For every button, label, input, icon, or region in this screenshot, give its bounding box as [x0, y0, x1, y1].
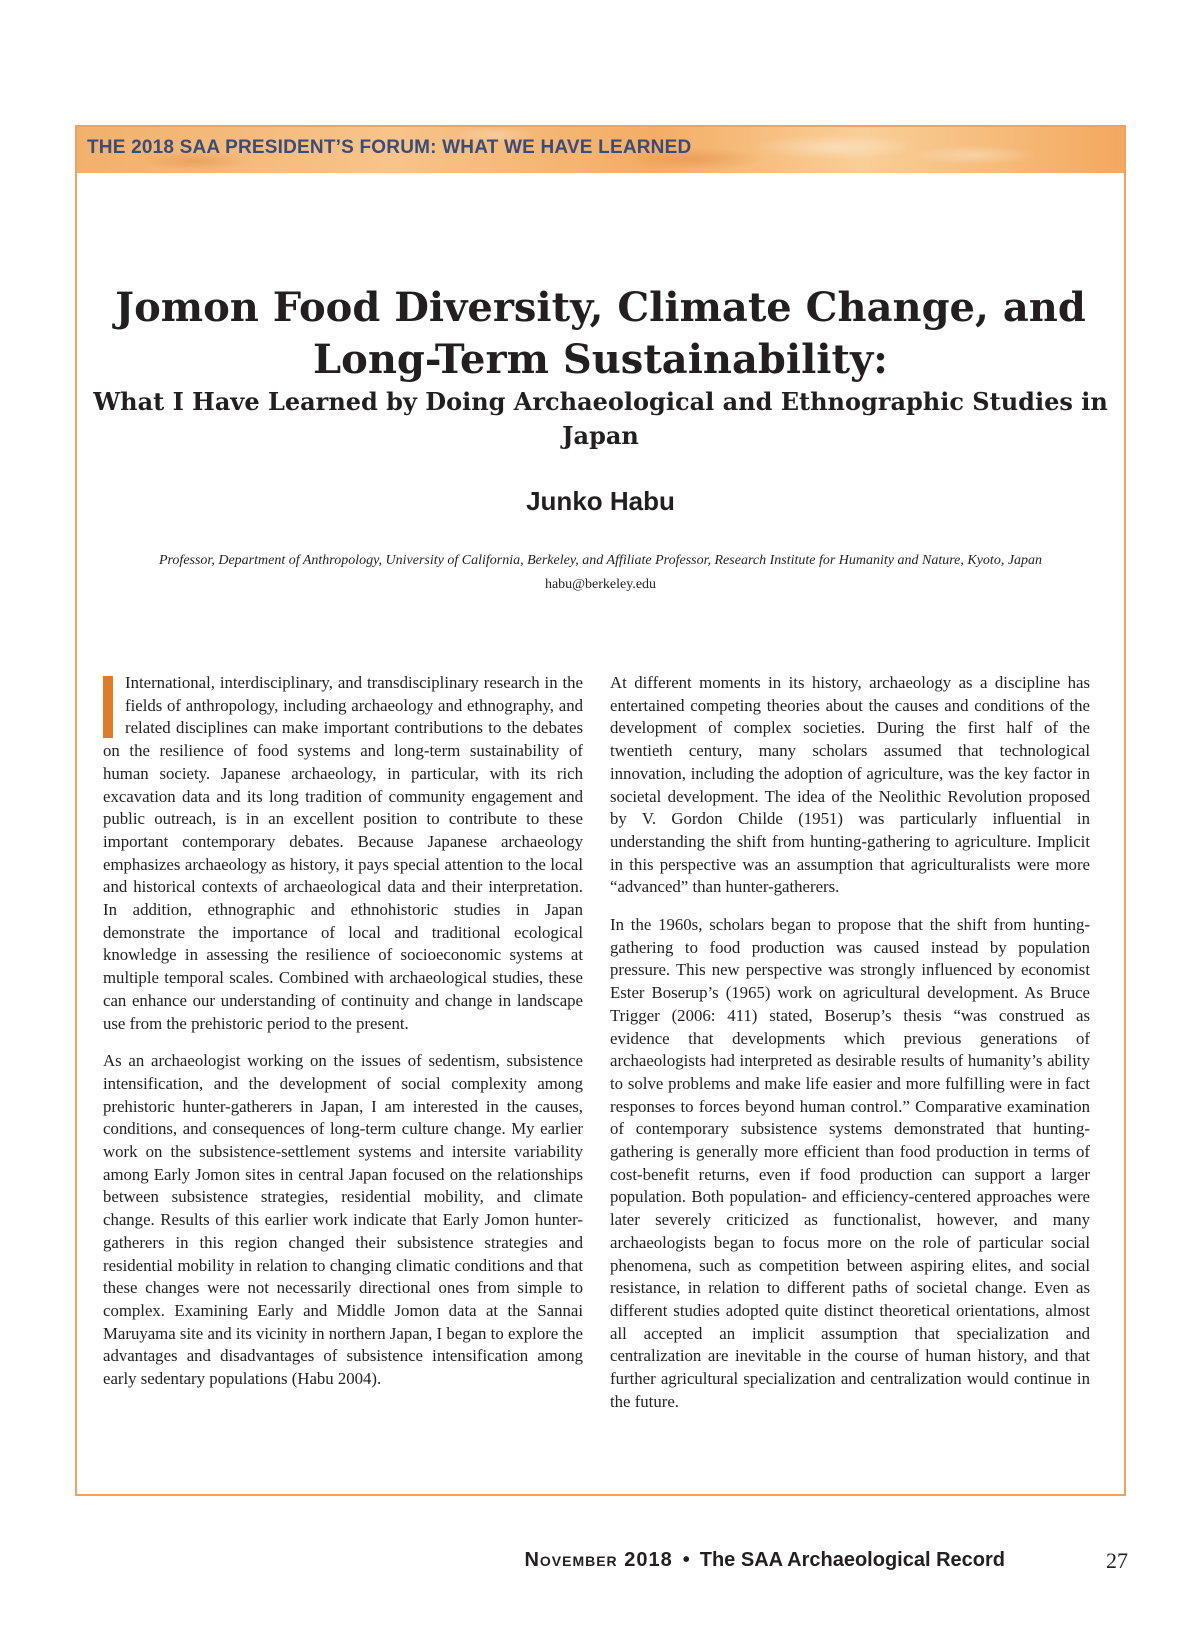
author-name: Junko Habu	[526, 486, 675, 516]
article-subtitle: What I Have Learned by Doing Archaeological and Ethnographic Studies in Japan	[93, 387, 1108, 450]
article-title: Jomon Food Diversity, Climate Change, and Long-Term Sustainability:	[115, 284, 1086, 383]
body-paragraph-text: International, interdisciplinary, and transdisciplinary research in the fields of anthropology, including archaeology and ethnography, and related disciplines can make important contributions to the debates on the resilience of food systems and long-term sustainability of human society. Japanese archaeology, in particular, with its rich excavation data and its long tradition of community engagement and public outreach, is in an excellent position to contribute to these important contemporary debates. Because Japanese archaeology emphasizes archaeology as history, it pays special attention to the local and historical contexts of archaeological data and their interpretation. In addition, ethnographic and ethnohistoric studies in Japan demonstrate the importance of local and traditional ecological knowledge in assessing the resilience of socioeconomic systems at multiple temporal scales. Combined with archaeological studies, these can enhance our understanding of continuity and change in landscape use from the prehistoric period to the present.	[103, 673, 583, 1033]
body-paragraph: At different moments in its history, archaeology as a discipline has entertained competing theories about the causes and conditions of the development of complex societies. During the first half of the twentieth century, many scholars assumed that technological innovation, including the adoption of agriculture, was the key factor in societal development. The idea of the Neolithic Revolution proposed by V. Gordon Childe (1951) was particularly influential in understanding the shift from hunting-gathering to agriculture. Implicit in this perspective was an assumption that agriculturalists were more “advanced” than hunter-gatherers.	[610, 673, 1090, 897]
footer-month: November 2018	[524, 1549, 673, 1571]
body-paragraph: As an archaeologist working on the issues of sedentism, subsistence intensification, and the development of social complexity among prehistoric hunter-gatherers in Japan, I am interested in the causes, conditions, and consequences of long-term culture change. My earlier work on the subsistence-settlement systems and intersite variability among Early Jomon sites in central Japan focused on the relationships between subsistence strategies, residential mobility, and climate change. Results of this earlier work indicate that Early Jomon hunter-gatherers in this region changed their subsistence strategies and residential mobility in relation to changing climatic conditions and that these changes were not necessarily directional ones from simple to complex. Examining Early and Middle Jomon data at the Sannai Maruyama site and its vicinity in northern Japan, I began to explore the advantages and disadvantages of subsistence intensification among early sedentary populations (Habu 2004).	[103, 1051, 583, 1389]
body-column-right	[610, 672, 1090, 1429]
body-paragraph	[103, 672, 583, 1035]
body-column-left	[103, 672, 583, 1406]
section-banner-text: THE 2018 SAA PRESIDENT’S FORUM: WHAT WE HAVE LEARNED	[87, 137, 692, 158]
body-paragraph: In the 1960s, scholars began to propose that the shift from hunting-gathering to food production was caused instead by population pressure. This new perspective was strongly influenced by economist Ester Boserup’s (1965) work on agricultural development. As Bruce Trigger (2006: 411) stated, Boserup’s thesis “was construed as evidence that developments which previous generations of archaeologists had interpreted as desirable results of humanity’s ability to solve problems and make life easier and more fulfilling were in fact responses to forces beyond human control.” Comparative examination of contemporary subsistence systems demonstrated that hunting-gathering is generally more efficient than food production in terms of cost-benefit returns, even if food production can support a larger population. Both population- and efficiency-centered approaches were later severely criticized as functionalist, however, and many archaeologists began to focus more on the role of particular social phenomena, such as competition between aspiring elites, and social resistance, in relation to different paths of societal change. Even as different studies adopted quite distinct theoretical orientations, almost all accepted an implicit assumption that specialization and centralization are inevitable in the course of human history, and that further agricultural specialization and centralization would continue in the future.	[610, 915, 1090, 1411]
running-footer	[524, 1549, 1005, 1572]
dropcap-bar	[103, 676, 113, 738]
author-affiliation: Professor, Department of Anthropology, University of California, Berkeley, and Affiliate Professor, Research Institute for Humanity and Nature, Kyoto, Japan	[158, 553, 1043, 568]
footer-bullet: •	[682, 1549, 690, 1571]
page-number: 27	[1106, 1548, 1128, 1573]
footer-publication: The SAA Archaeological Record	[699, 1549, 1005, 1571]
author-email[interactable]: habu@berkeley.edu	[544, 577, 657, 592]
